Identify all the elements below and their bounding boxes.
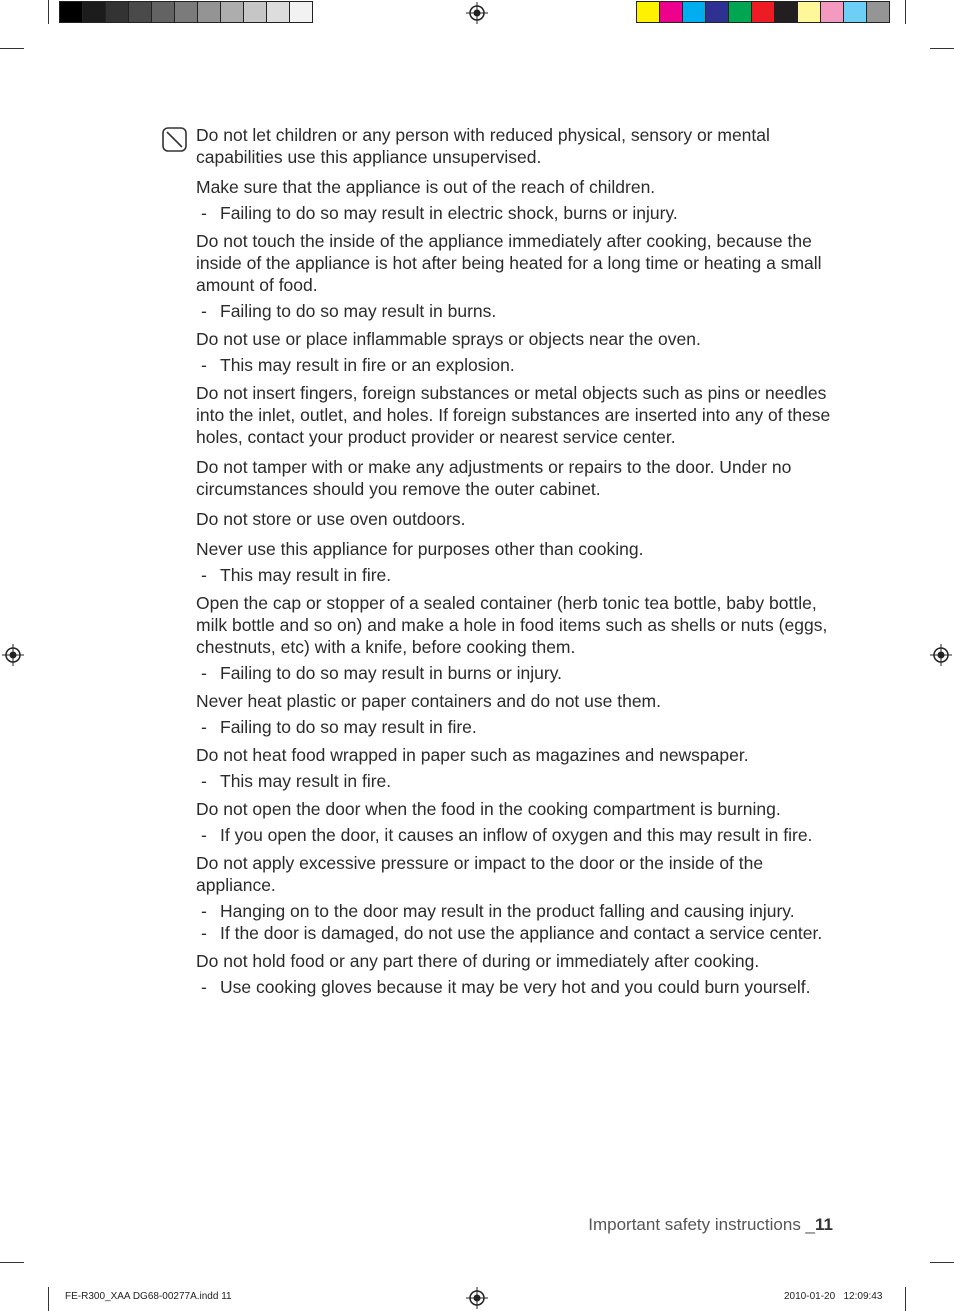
gray-swatch [105, 1, 129, 23]
bullet-text: Use cooking gloves because it may be very hot and you could burn yourself. [220, 977, 811, 997]
safety-instructions-list [196, 124, 846, 1004]
instruction-text: Do not let children or any person with reduced physical, sensory or mental capabilities use this appliance unsupervised. [196, 125, 770, 167]
bullet-dash: - [201, 901, 207, 921]
bullet-dash: - [201, 771, 207, 791]
instruction-text: Do not tamper with or make any adjustments or repairs to the door. Under no circumstances should you remove the outer cabinet. [196, 457, 792, 499]
crop-mark [930, 1262, 954, 1263]
instruction-bullet [196, 976, 846, 998]
color-swatch [820, 1, 844, 23]
file-slug: FE-R300_XAA DG68-00277A.indd 11 [65, 1291, 232, 1302]
instruction-bullet [196, 900, 846, 922]
prohibition-icon [162, 127, 187, 152]
bullet-text: Failing to do so may result in electric shock, burns or injury. [220, 203, 678, 223]
bullet-text: Hanging on to the door may result in the product falling and causing injury. [220, 901, 795, 921]
bullet-dash: - [201, 717, 207, 737]
gray-swatch [59, 1, 83, 23]
bullet-text: This may result in fire. [220, 771, 392, 791]
bullet-dash: - [201, 203, 207, 223]
crop-mark [0, 48, 24, 49]
registration-mark-icon [466, 2, 488, 24]
color-swatch [728, 1, 752, 23]
instruction-text: Make sure that the appliance is out of the reach of children. [196, 177, 656, 197]
instruction-bullet [196, 716, 846, 738]
bullet-text: Failing to do so may result in burns. [220, 301, 497, 321]
bullet-dash: - [201, 923, 207, 943]
color-swatch [636, 1, 660, 23]
instruction-text: Do not apply excessive pressure or impact to the door or the inside of the appliance. [196, 853, 764, 895]
gray-swatch [289, 1, 313, 23]
instruction-text: Do not insert fingers, foreign substances or metal objects such as pins or needles into the inlet, outlet, and holes. If foreign substances are inserted into any of these holes, contact your product provider or nearest service center. [196, 383, 831, 447]
gray-swatch [151, 1, 175, 23]
gray-swatch [220, 1, 244, 23]
instruction-text: Open the cap or stopper of a sealed container (herb tonic tea bottle, baby bottle, milk bottle and so on) and make a hole in food items such as shells or nuts (eggs, chestnuts, etc) with a knife, before cooking them. [196, 593, 828, 657]
bullet-dash: - [201, 977, 207, 997]
section-title: Important safety instructions _ [588, 1215, 816, 1234]
bullet-dash: - [201, 355, 207, 375]
gray-swatch [243, 1, 267, 23]
instruction-text: Never heat plastic or paper containers and do not use them. [196, 691, 661, 711]
instruction-bullet [196, 824, 846, 846]
crop-mark [905, 0, 906, 24]
bullet-text: This may result in fire. [220, 565, 392, 585]
crop-mark [48, 0, 49, 24]
instruction-text: Do not touch the inside of the appliance immediately after cooking, because the inside of the appliance is hot after being heated for a long time or heating a small amount of food. [196, 231, 822, 295]
instruction-bullet [196, 564, 846, 586]
color-swatch [774, 1, 798, 23]
instruction-text: Do not open the door when the food in the cooking compartment is burning. [196, 799, 781, 819]
gray-swatch [82, 1, 106, 23]
color-swatch [843, 1, 867, 23]
bullet-text: Failing to do so may result in fire. [220, 717, 477, 737]
registration-mark-icon [466, 1287, 488, 1309]
crop-mark [905, 1287, 906, 1311]
instruction-text: Do not use or place inflammable sprays or objects near the oven. [196, 329, 701, 349]
bullet-dash: - [201, 565, 207, 585]
bullet-dash: - [201, 663, 207, 683]
instruction-bullet [196, 662, 846, 684]
process-color-bar [636, 1, 889, 23]
instruction-bullet [196, 300, 846, 322]
instruction-bullet [196, 770, 846, 792]
gray-swatch [128, 1, 152, 23]
bullet-text: Failing to do so may result in burns or injury. [220, 663, 563, 683]
page-number: 11 [815, 1215, 833, 1234]
gray-swatch [197, 1, 221, 23]
gray-swatch [266, 1, 290, 23]
page-footer [588, 1215, 833, 1235]
instruction-text: Do not store or use oven outdoors. [196, 509, 466, 529]
instruction-bullet [196, 354, 846, 376]
crop-mark [0, 1262, 24, 1263]
bullet-text: This may result in fire or an explosion. [220, 355, 515, 375]
print-timestamp: 2010-01-20 12:09:43 [784, 1291, 883, 1302]
instruction-text: Never use this appliance for purposes other than cooking. [196, 539, 644, 559]
bullet-dash: - [201, 825, 207, 845]
color-swatch [797, 1, 821, 23]
crop-mark [930, 48, 954, 49]
color-swatch [705, 1, 729, 23]
color-swatch [659, 1, 683, 23]
bullet-text: If you open the door, it causes an inflow of oxygen and this may result in fire. [220, 825, 813, 845]
instruction-bullet [196, 922, 846, 944]
bullet-dash: - [201, 301, 207, 321]
grayscale-color-bar [59, 1, 312, 23]
bullet-text: If the door is damaged, do not use the appliance and contact a service center. [220, 923, 823, 943]
instruction-text: Do not hold food or any part there of during or immediately after cooking. [196, 951, 760, 971]
color-swatch [682, 1, 706, 23]
color-swatch [866, 1, 890, 23]
registration-mark-icon [2, 644, 24, 666]
registration-mark-icon [930, 644, 952, 666]
gray-swatch [174, 1, 198, 23]
instruction-text: Do not heat food wrapped in paper such as magazines and newspaper. [196, 745, 749, 765]
crop-mark [48, 1287, 49, 1311]
color-swatch [751, 1, 775, 23]
instruction-bullet [196, 202, 846, 224]
